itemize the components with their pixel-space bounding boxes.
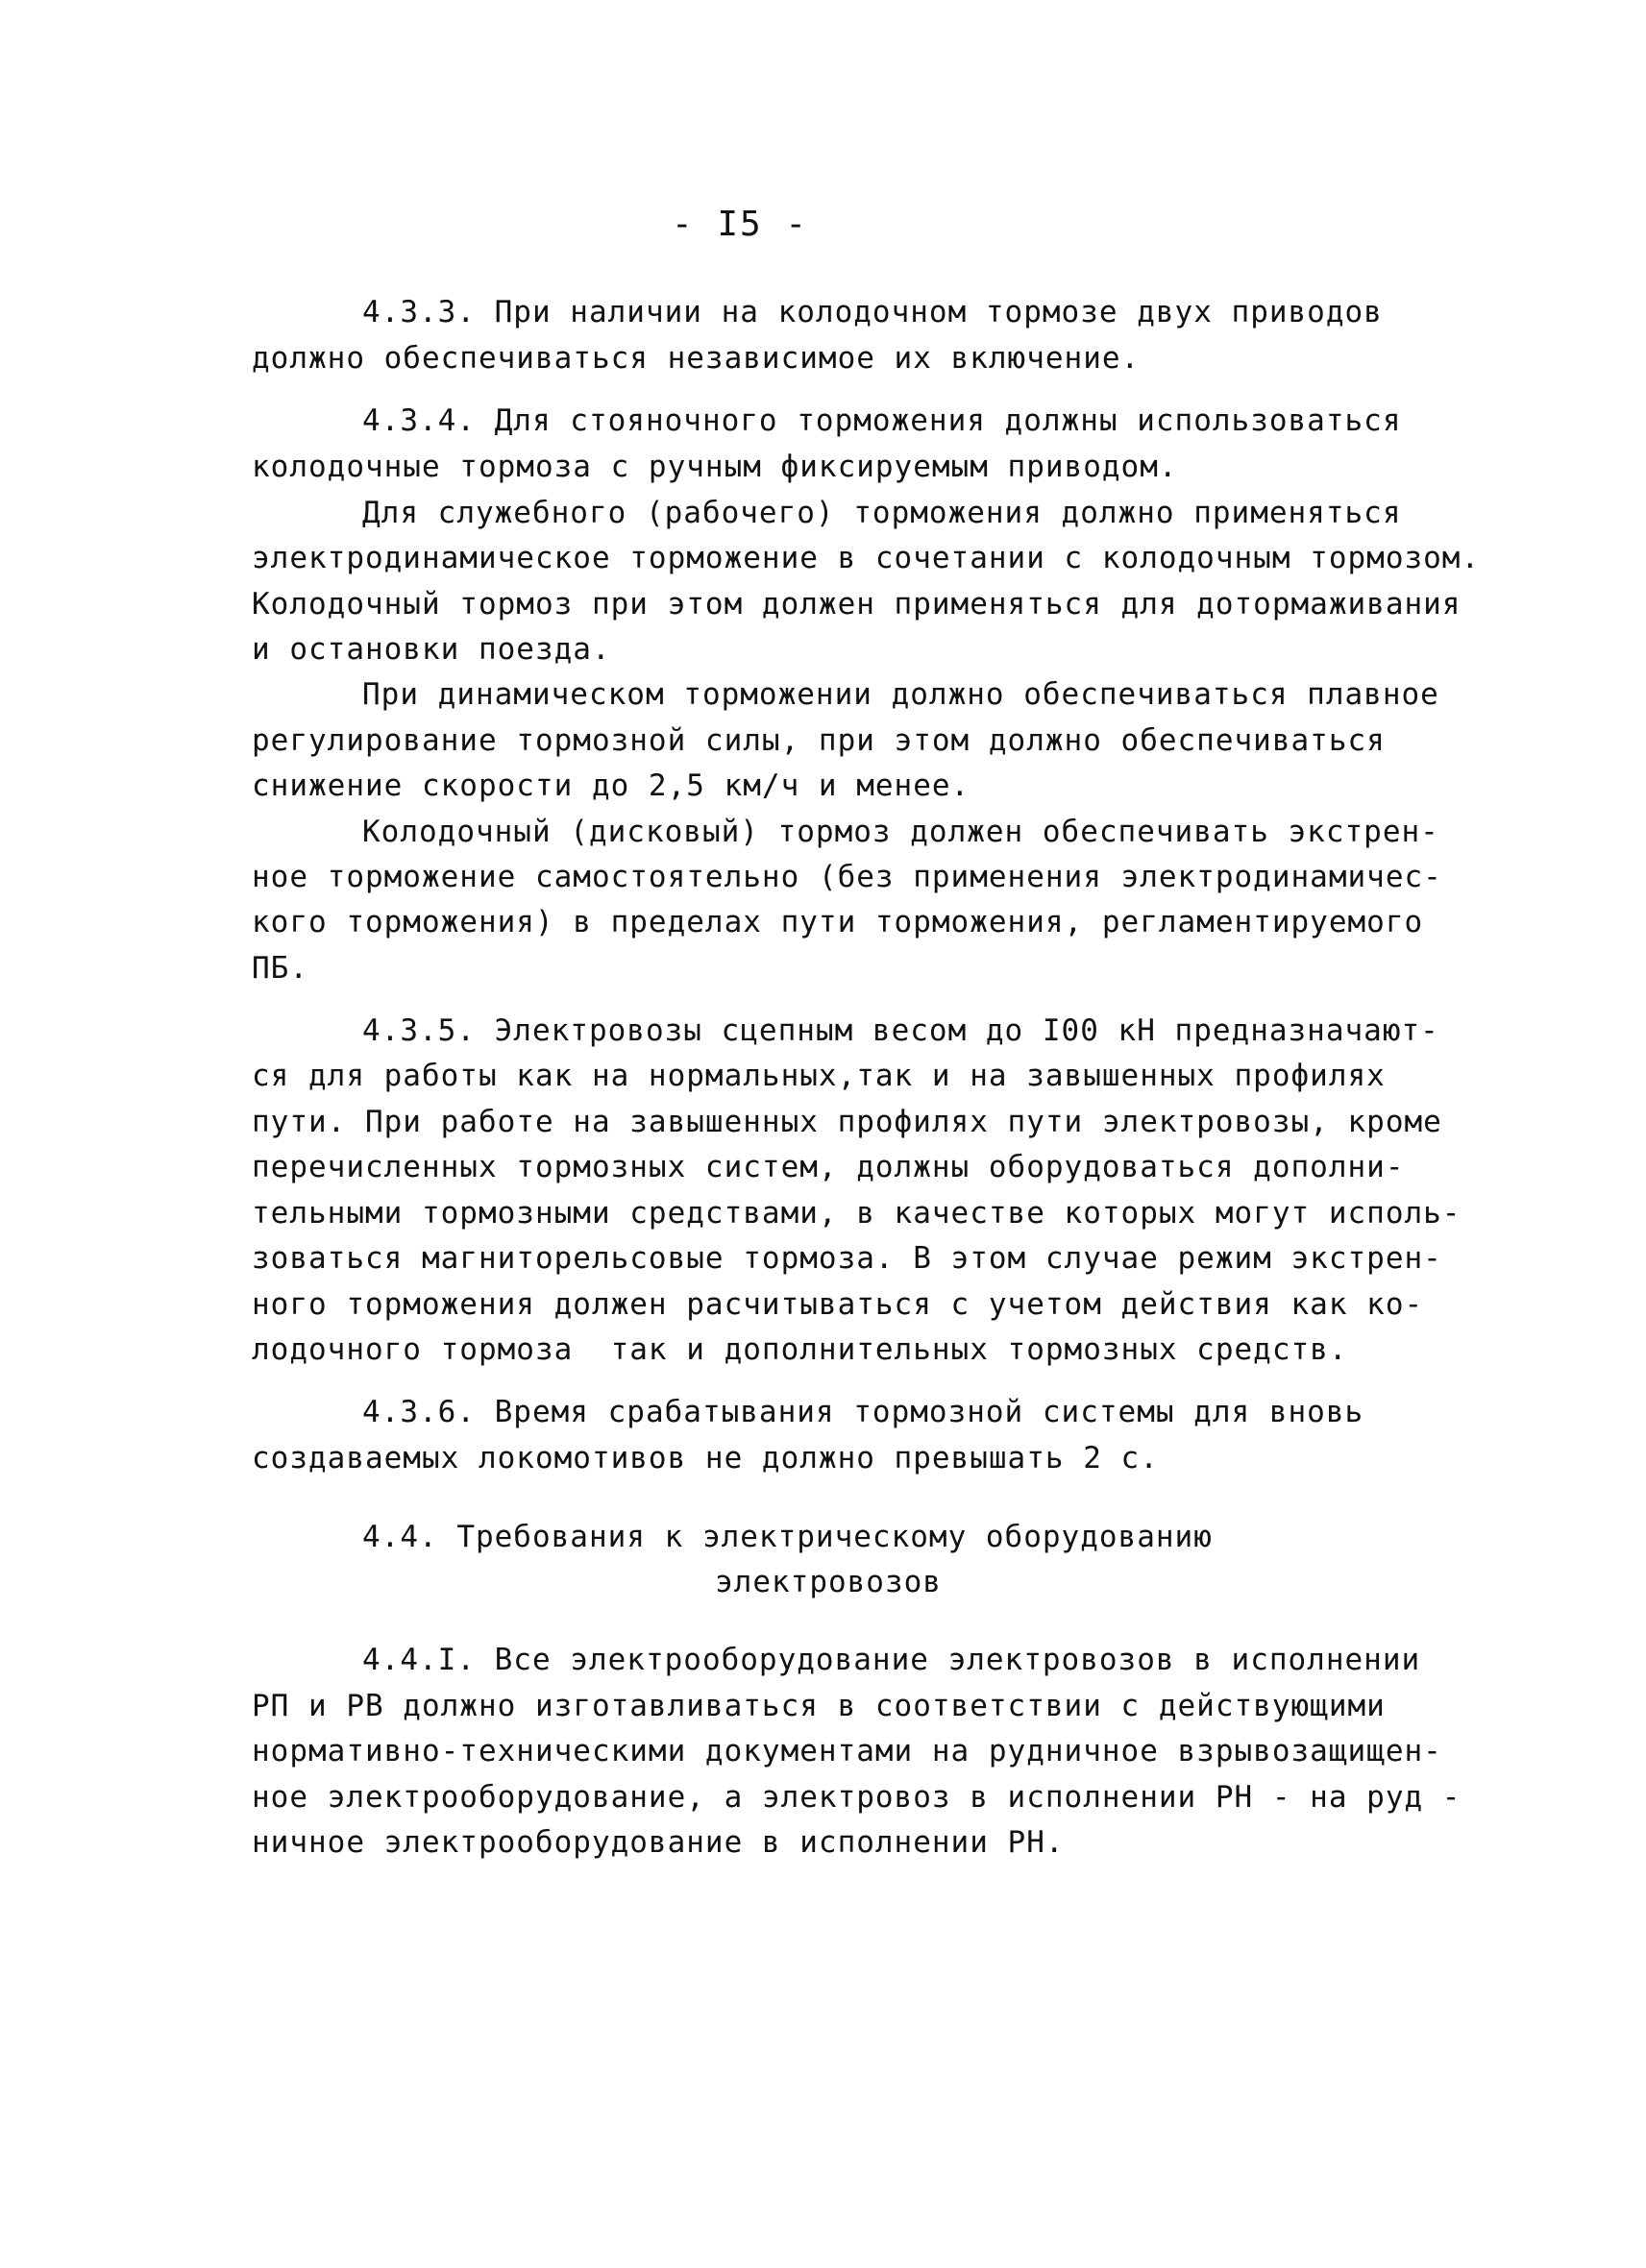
paragraph-4-3-5-line-1: 4.3.5. Электровозы сцепным весом до I00 кН предназначают-: [362, 1013, 1439, 1048]
paragraph-disc-brake-line-1: Колодочный (дисковый) тормоз должен обеспечивать экстрен-: [362, 815, 1439, 849]
paragraph-4-3-5-line-2: ся для работы как на нормальных,так и на завышенных профилях: [252, 1059, 1386, 1093]
paragraph-4-3-5-line-6: зоваться магниторельсовые тормоза. В этом случае режим экстрен-: [252, 1241, 1442, 1276]
paragraph-4-3-6-line-1: 4.3.6. Время срабатывания тормозной системы для вновь: [362, 1395, 1364, 1429]
paragraph-service-braking-line-4: и остановки поезда.: [252, 632, 611, 667]
paragraph-dynamic-braking-line-1: При динамическом торможении должно обеспечиваться плавное: [362, 677, 1439, 712]
paragraph-4-3-5-line-5: тельными тормозными средствами, в качестве которых могут исполь-: [252, 1196, 1462, 1231]
paragraph-disc-brake-line-2: ное торможение самостоятельно (без применения электродинамичес-: [252, 860, 1442, 894]
paragraph-4-3-6-line-2: создаваемых локомотивов не должно превышать 2 с.: [252, 1441, 1159, 1475]
paragraph-disc-brake-line-3: кого торможения) в пределах пути торможения, регламентируемого: [252, 905, 1424, 939]
section-heading-4-4-line-2: электровозов: [715, 1565, 942, 1599]
paragraph-4-3-5-line-4: перечисленных тормозных систем, должны оборудоваться дополни-: [252, 1150, 1405, 1184]
paragraph-service-braking-line-1: Для служебного (рабочего) торможения должно применяться: [362, 496, 1402, 530]
paragraph-4-3-5-line-7: ного торможения должен расчитываться с учетом действия как ко-: [252, 1287, 1424, 1322]
paragraph-4-4-1-line-5: ничное электрооборудование в исполнении РН.: [252, 1825, 1065, 1860]
page-number: - I5 -: [671, 205, 809, 244]
paragraph-4-3-3-line-1: 4.3.3. При наличии на колодочном тормозе двух приводов: [362, 295, 1383, 329]
paragraph-4-4-1-line-3: нормативно-техническими документами на рудничное взрывозащищен-: [252, 1734, 1442, 1768]
paragraph-4-3-3-line-2: должно обеспечиваться независимое их включение.: [252, 341, 1141, 376]
paragraph-4-3-4-line-2: колодочные тормоза с ручным фиксируемым приводом.: [252, 450, 1178, 484]
paragraph-disc-brake-line-4: ПБ.: [252, 951, 308, 986]
section-heading-4-4-line-1: 4.4. Требования к электрическому оборудованию: [362, 1520, 1213, 1554]
paragraph-dynamic-braking-line-2: регулирование тормозной силы, при этом должно обеспечиваться: [252, 723, 1386, 758]
paragraph-dynamic-braking-line-3: снижение скорости до 2,5 км/ч и менее.: [252, 768, 970, 803]
paragraph-service-braking-line-2: электродинамическое торможение в сочетании с колодочным тормозом.: [252, 541, 1481, 575]
paragraph-4-4-1-line-2: РП и РВ должно изготавливаться в соответствии с действующими: [252, 1689, 1386, 1723]
paragraph-4-4-1-line-1: 4.4.I. Все электрооборудование электровозов в исполнении: [362, 1643, 1421, 1677]
paragraph-4-4-1-line-4: ное электрооборудование, а электровоз в исполнении РН - на руд -: [252, 1780, 1462, 1815]
paragraph-service-braking-line-3: Колодочный тормоз при этом должен применяться для дотормаживания: [252, 587, 1462, 622]
paragraph-4-3-5-line-8: лодочного тормоза так и дополнительных тормозных средств.: [252, 1332, 1348, 1367]
paragraph-4-3-4-line-1: 4.3.4. Для стояночного торможения должны использоваться: [362, 403, 1402, 438]
paragraph-4-3-5-line-3: пути. При работе на завышенных профилях пути электровозы, кроме: [252, 1105, 1442, 1139]
